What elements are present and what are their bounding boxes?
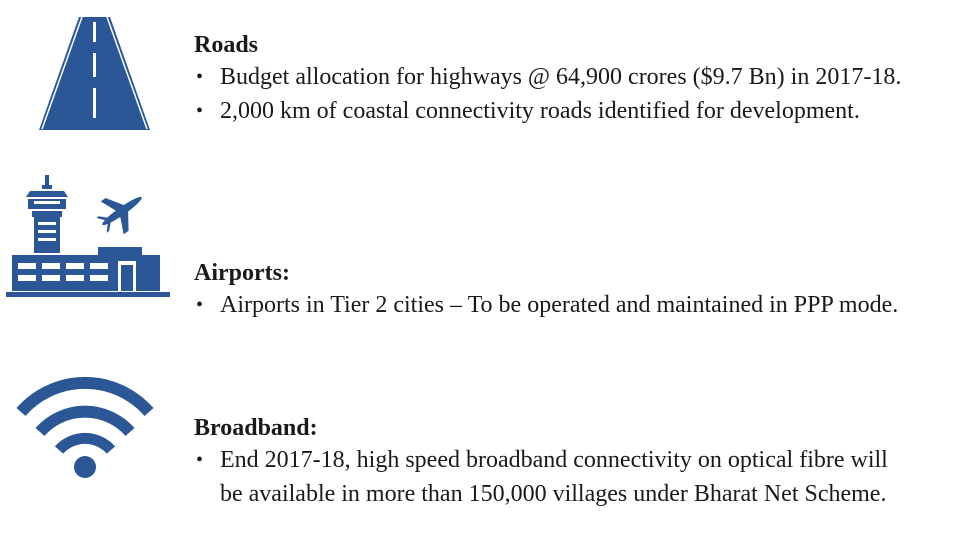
broadband-title: Broadband: — [194, 415, 318, 441]
wifi-icon — [16, 372, 154, 480]
list-item — [194, 60, 920, 94]
roads-bullet-text: Budget allocation for highways @ 64,900 crores ($9.7 Bn) in 2017-18. — [220, 64, 902, 90]
broadband-bullet-list — [194, 443, 934, 511]
list-item — [194, 94, 920, 128]
airports-bullet-text: Airports in Tier 2 cities – To be operated and maintained in PPP mode. — [220, 292, 899, 318]
broadband-bullet-text: End 2017-18, high speed broadband connectivity on optical fibre will be available in more than 150,000 villages under Bharat Net Scheme. — [220, 447, 888, 507]
list-item — [194, 288, 920, 322]
airport-icon — [6, 175, 170, 300]
bullet-marker: • — [196, 294, 204, 316]
roads-bullet-list — [194, 60, 934, 128]
roads-title: Roads — [194, 32, 259, 58]
broadband-section — [194, 413, 934, 511]
bullet-marker: • — [196, 449, 204, 471]
bullet-marker: • — [196, 66, 204, 88]
roads-section — [194, 30, 934, 128]
airports-bullet-list — [194, 288, 934, 322]
road-icon — [38, 16, 151, 131]
roads-bullet-text: 2,000 km of coastal connectivity roads identified for development. — [220, 98, 860, 124]
bullet-marker: • — [196, 100, 204, 122]
airports-title: Airports: — [194, 260, 290, 286]
airports-section — [194, 258, 934, 322]
list-item — [194, 443, 920, 511]
